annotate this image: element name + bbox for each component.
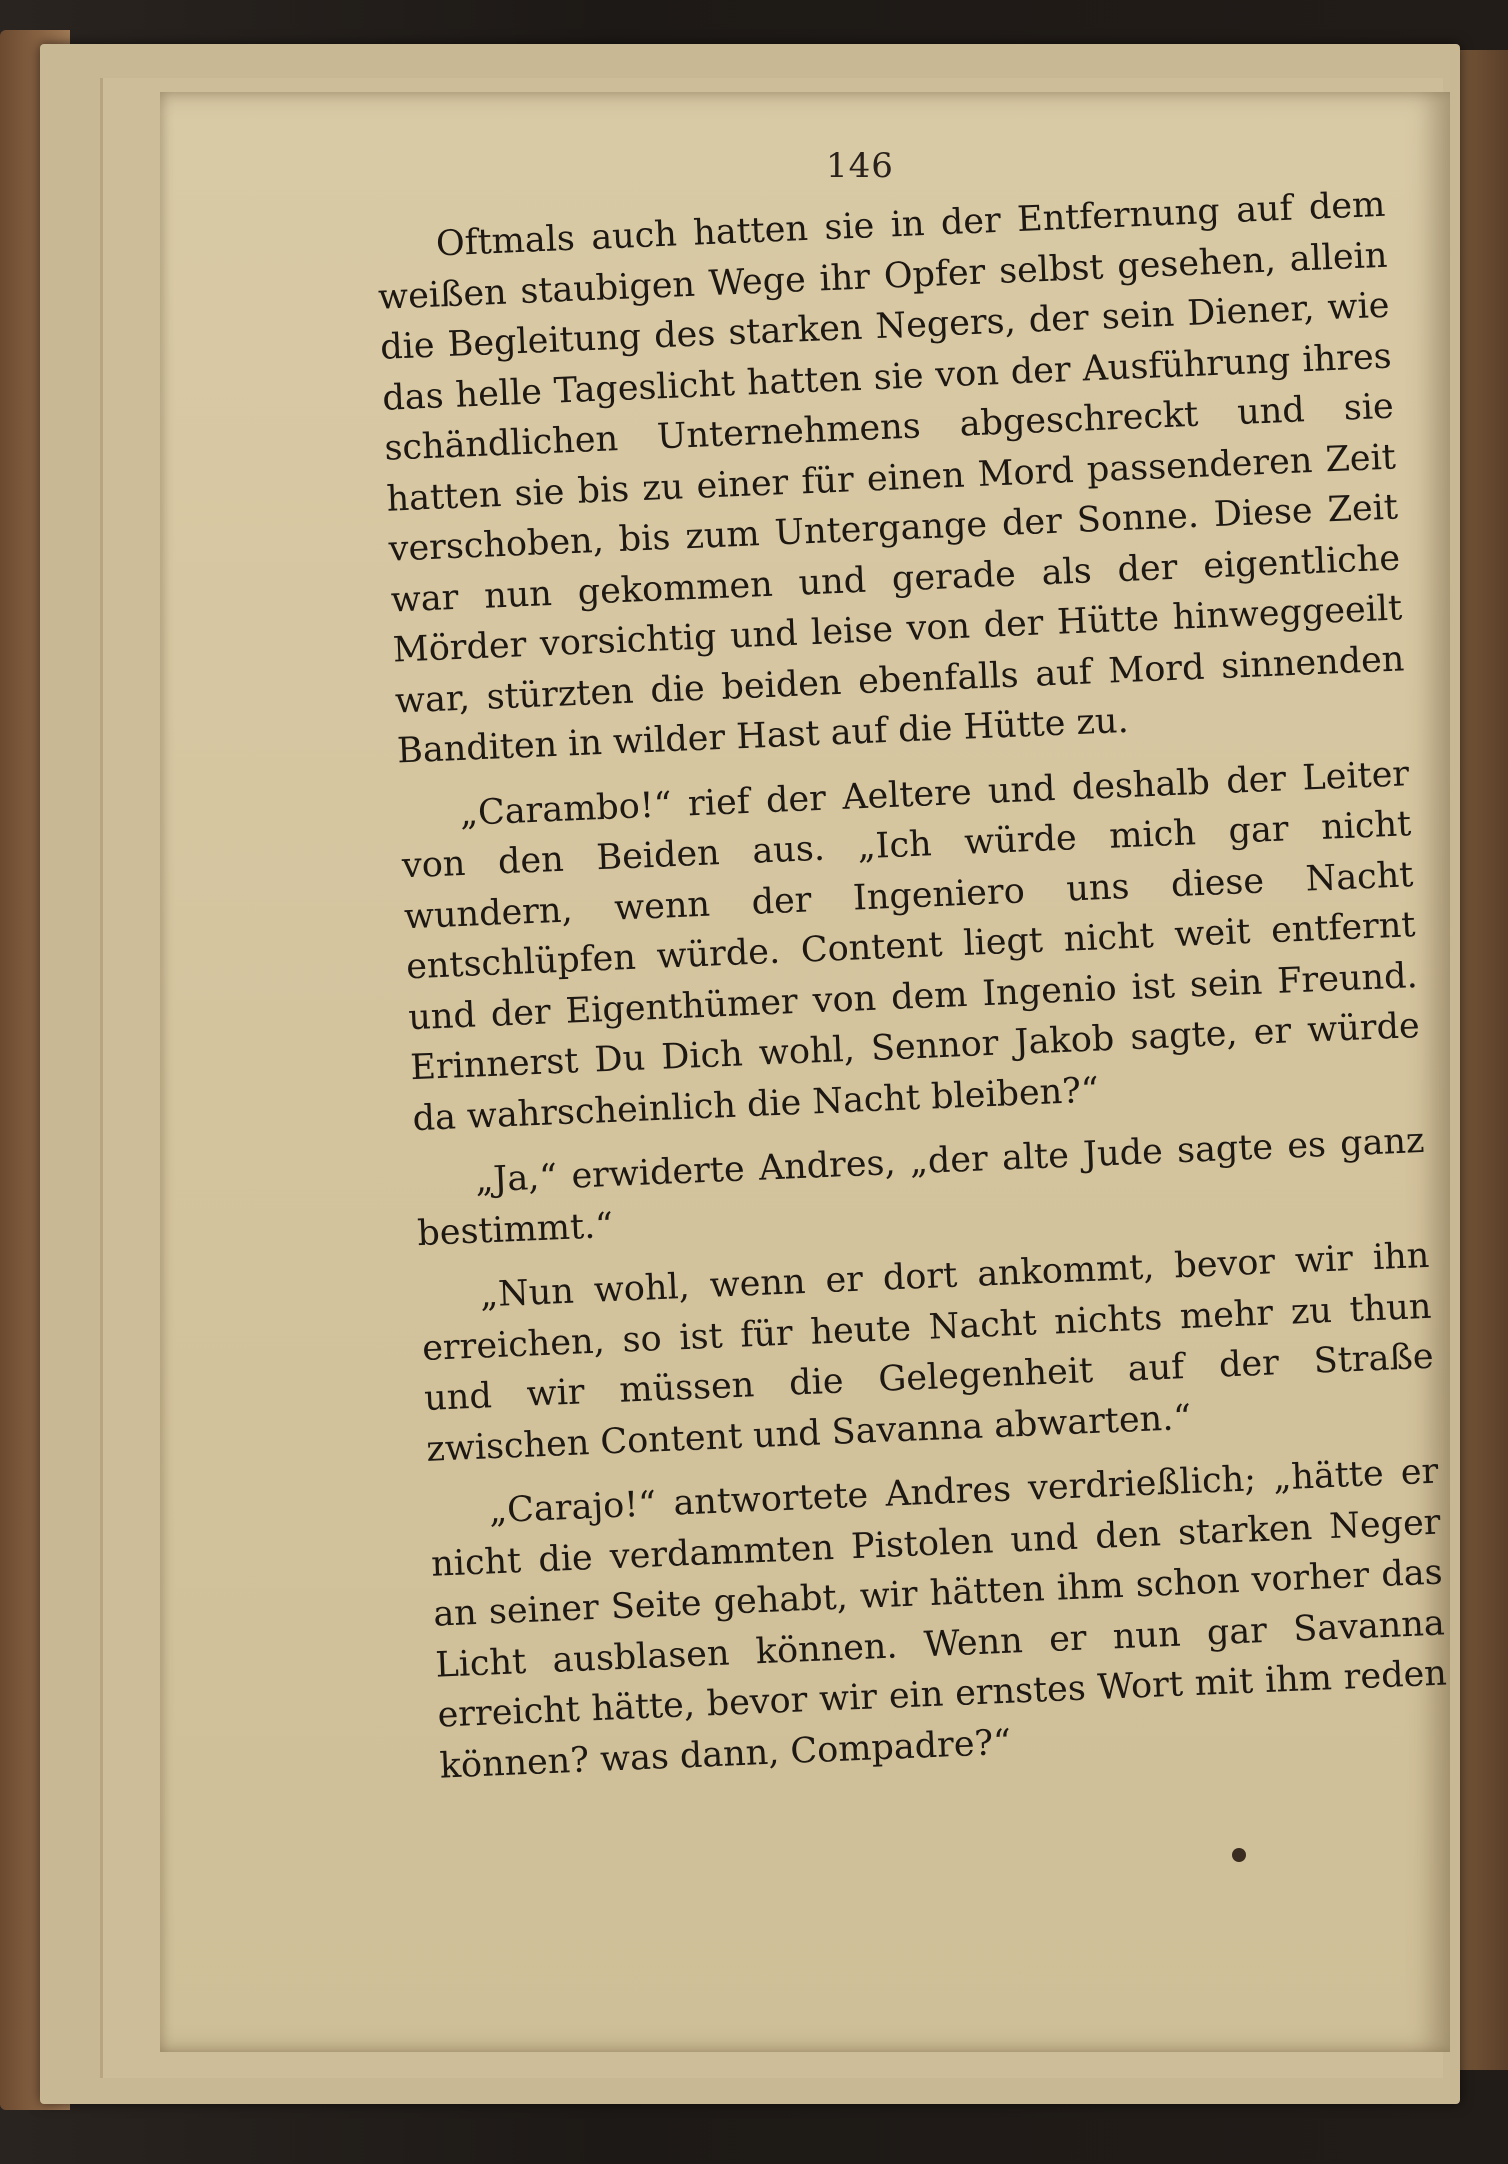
- page-number: 146: [826, 146, 894, 186]
- paragraph: „Nun wohl, wenn er dort ankommt, bevor wir ihn erreichen, so ist für heute Nacht nichts mehr zu thun und wir müssen die Gelegenheit auf der Straße zwischen Content und Savanna abwarten.“: [421, 1235, 1435, 1470]
- paragraph: „Carajo!“ antwortete Andres verdrießlich; „hätte er nicht die verdammten Pistolen und den starken Neger an seiner Seite gehabt, wir hätten ihm schon vorher das Licht ausblasen können. Wenn er nun gar Savanna erreicht hätte, bevor wir ein ernstes Wort mit ihm reden können? was dann, Compadre?“: [430, 1451, 1448, 1787]
- paragraph: „Carambo!“ rief der Aeltere und deshalb der Leiter von den Beiden aus. „Ich würde mich gar nicht wundern, wenn der Ingeniero uns diese Nacht entschlüpfen würde. Content liegt nicht weit entfernt und der Eigenthümer von dem Ingenio ist sein Freund. Erinnerst Du Dich wohl, Sennor Jakob sagte, er würde da wahrscheinlich die Nacht bleiben?“: [401, 753, 1421, 1139]
- ink-stain: [1232, 1848, 1246, 1862]
- paragraph: Oftmals auch hatten sie in der Entfernung auf dem weißen staubigen Wege ihr Opfer selbst gesehen, allein die Begleitung des starken Negers, der sein Diener, wie das helle Tageslicht hatten sie von der Ausführung ihres schändlichen Unternehmens abgeschreckt und sie hatten sie bis zu einer für einen Mord passenderen Zeit verschoben, bis zum Untergange der Sonne. Diese Zeit war nun gekommen und gerade als der eigentliche Mörder vorsichtig und leise von der Hütte hinweggeeilt war, stürzten die beiden ebenfalls auf Mord sinnenden Banditen in wilder Hast auf die Hütte zu.: [377, 184, 1406, 772]
- paragraph: „Ja,“ erwiderte Andres, „der alte Jude sagte es ganz bestimmt.“: [416, 1120, 1426, 1254]
- page-text: [375, 180, 1450, 1806]
